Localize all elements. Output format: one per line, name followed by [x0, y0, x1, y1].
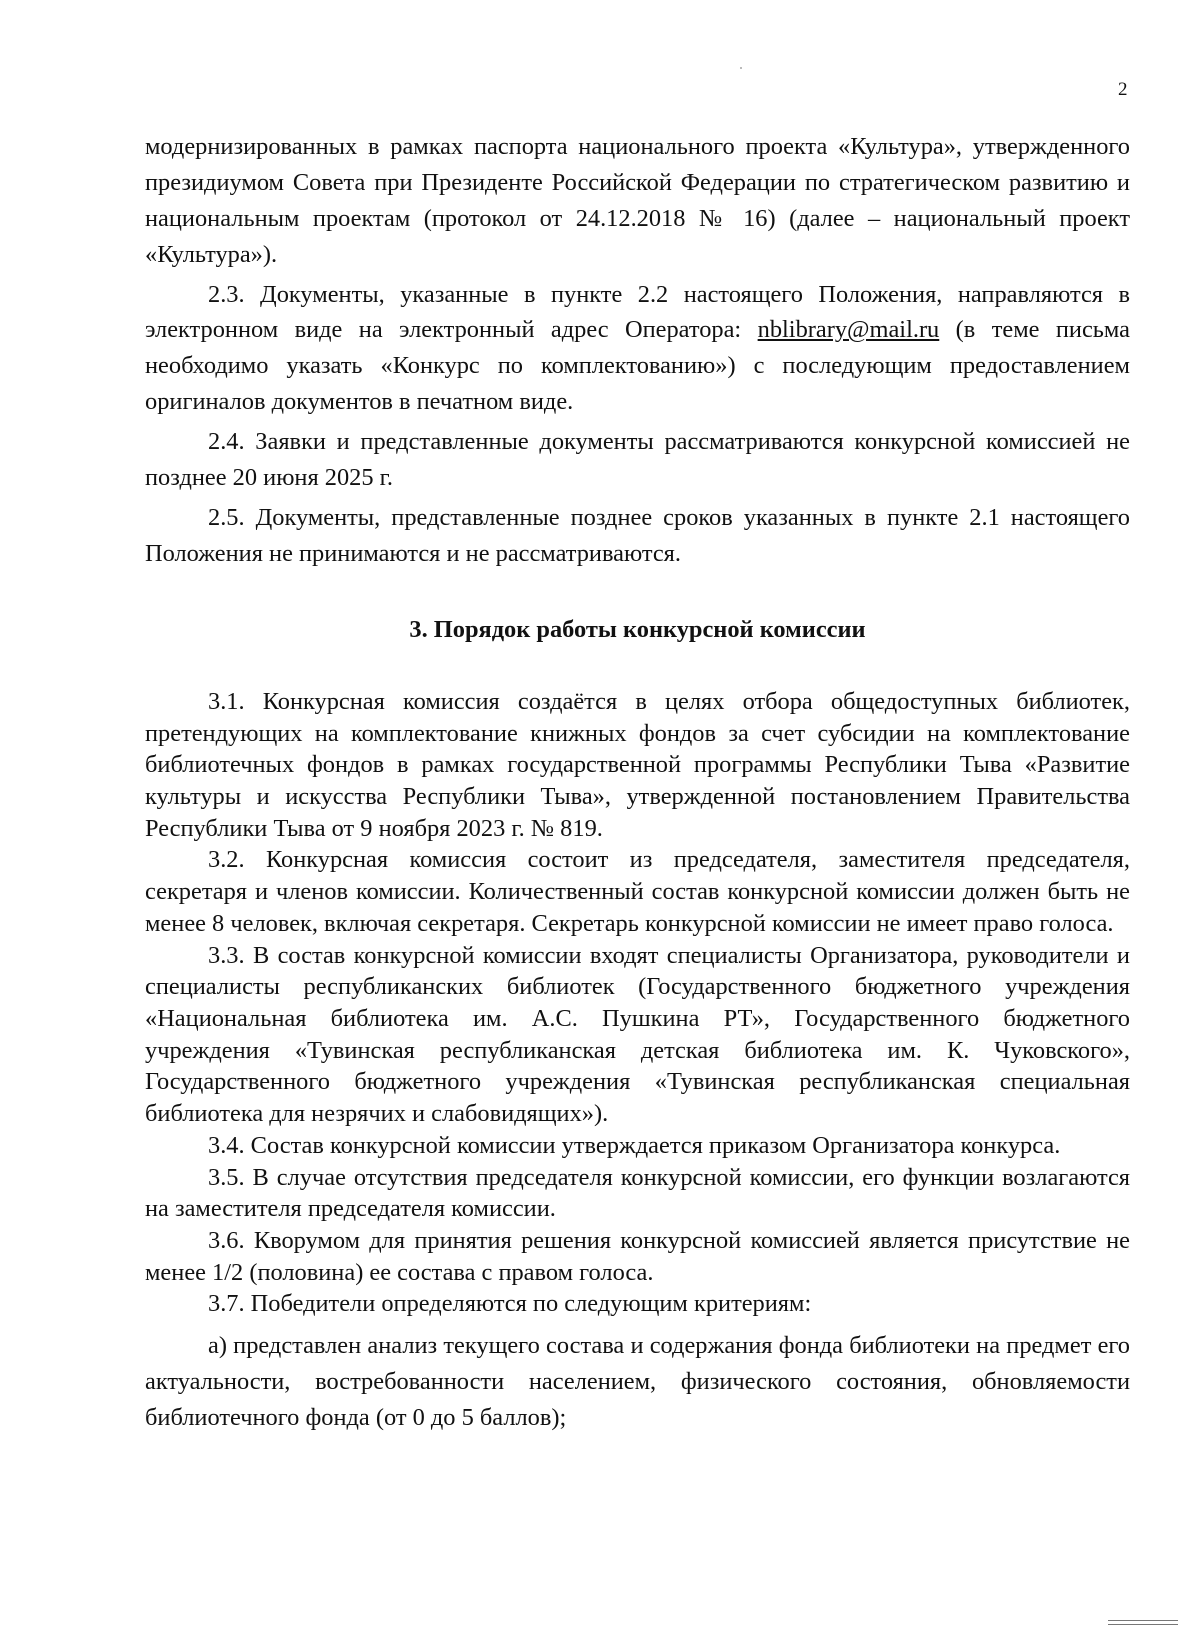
paragraph-2-3-text-after: (в теме письма необходимо указать «Конкурс по комплектованию») с последующим предоставлением оригиналов документов в печатном виде. [145, 316, 1131, 416]
paragraph-2-4: 2.4. Заявки и представленные документы рассматриваются конкурсной комиссией не позднее 20 июня 2025 г. [145, 428, 1130, 491]
document-body [145, 129, 1130, 1436]
paragraph-3-1: 3.1. Конкурсная комиссия создаётся в целях отбора общедоступных библиотек, претендующих на комплектование книжных фондов за счет субсидии на комплектование библиотечных фондов в рамках государственной программы Республики Тыва «Развитие культуры и искусства Республики Тыва», утвержденной постановлением Правительства Республики Тыва от 9 ноября 2023 г. № 819. [145, 687, 1130, 842]
paragraph-2-3-text-before: 2.3. Документы, указанные в пункте 2.2 настоящего Положения, направляются в электронном виде на электронный адрес Оператора: [145, 280, 1130, 344]
paragraph-2-5: 2.5. Документы, представленные позднее сроков указанных в пункте 2.1 настоящего Положения не принимаются и не рассматриваются. [145, 503, 1130, 567]
paragraph-3-3: 3.3. В состав конкурсной комиссии входят специалисты Организатора, руководители и специалисты республиканских библиотек (Государственного бюджетного учреждения «Национальная библиотека им. А.С. Пушкина РТ», Государственного бюджетного учреждения «Тувинская республиканская детская библиотека им. К. Чуковского», Государственного бюджетного учреждения «Тувинская республиканская специальная библиотека для незрячих и слабовидящих»). [145, 941, 1130, 1128]
paragraph-3-2: 3.2. Конкурсная комиссия состоит из председателя, заместителя председателя, секретаря и членов комиссии. Количественный состав конкурсной комиссии должен быть не менее 8 человек, включая секретаря. Секретарь конкурсной комиссии не имеет право голоса. [145, 846, 1130, 937]
paragraph-2-3 [145, 277, 1130, 421]
paragraph-3-7: 3.7. Победители определяются по следующим критериям: [208, 1290, 812, 1318]
scan-artifact [740, 67, 742, 69]
paragraph-intro: модернизированных в рамках паспорта национального проекта «Культура», утвержденного президиумом Совета при Президенте Российской Федерации по стратегическом развитию и национальным проектам (протокол от 24.12.2018 № 16) (далее – национальный проект «Культура»). [145, 133, 1130, 268]
page-number: 2 [1118, 79, 1128, 100]
paragraph-criterion-a: а) представлен анализ текущего состава и содержания фонда библиотеки на предмет его актуальности, востребованности населением, физического состояния, обновляемости библиотечного фонда (от 0 до 5 баллов); [145, 1332, 1130, 1431]
email-link[interactable]: nblibrary@mail.ru [757, 316, 940, 344]
paragraph-3-4: 3.4. Состав конкурсной комиссии утверждается приказом Организатора конкурса. [208, 1131, 1061, 1159]
scan-edge-mark [1108, 1620, 1178, 1625]
paragraph-3-5: 3.5. В случае отсутствия председателя конкурсной комиссии, его функции возлагаются на заместителя председателя комиссии. [145, 1163, 1130, 1223]
paragraph-3-6: 3.6. Кворумом для принятия решения конкурсной комиссией является присутствие не менее 1/2 (половина) ее состава с правом голоса. [145, 1227, 1130, 1286]
section-heading-3: 3. Порядок работы конкурсной комиссии [409, 615, 866, 643]
